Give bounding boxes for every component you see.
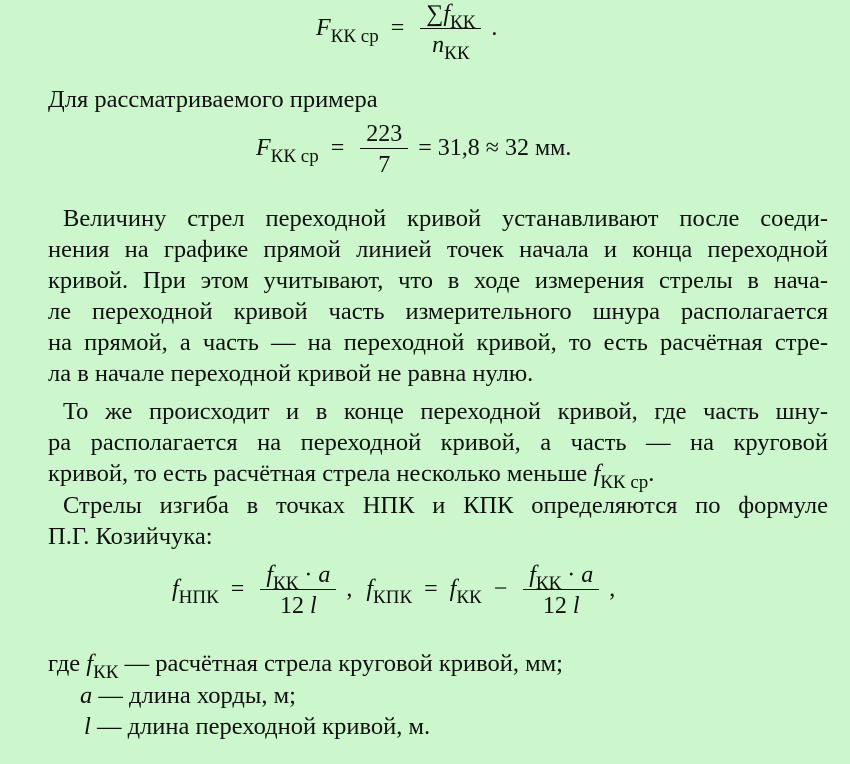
formula-symbol: a (581, 562, 594, 588)
fraction-numerator (420, 1, 481, 33)
paragraph-kozijchuk-formula (48, 490, 828, 552)
minus-sign: − (493, 576, 508, 603)
fraction (360, 122, 408, 177)
formula-period: . (491, 15, 498, 42)
line-text: кривой, то есть расчётная стрела несколько меньше (48, 460, 594, 487)
formula-symbol: f (529, 562, 536, 588)
paragraph-end-of-curve (48, 396, 828, 491)
paragraph-transition-curve (48, 203, 828, 389)
formula-symbol: f (449, 576, 457, 603)
intro-text: Для рассматриваемого примера (48, 86, 378, 113)
formula-comma: , (609, 576, 616, 603)
fraction-denominator (260, 590, 336, 618)
definition-text: — расчётная стрела круговой кривой, мм; (118, 650, 563, 677)
formula-symbol: f (443, 1, 451, 27)
paragraph-line: нения на графике прямой линией точек начала и конца переходной (48, 236, 828, 263)
formula-subscript: КК ср (330, 26, 379, 48)
fraction (260, 563, 336, 618)
paragraph-line: ра располагается на переходной кривой, а часть — на круговой (48, 429, 828, 456)
formula-symbol: a (318, 562, 331, 588)
paragraph-line: То же происходит и в конце переходной кривой, где часть шну- (63, 398, 828, 425)
fraction-numerator: 223 (360, 122, 408, 149)
equals-sign: = (230, 576, 245, 603)
equals-sign: = (390, 15, 405, 42)
paragraph-line (48, 458, 828, 491)
formula-subscript: НПК (178, 587, 219, 609)
paragraph-line: ле переходной кривой часть измерительного шнура располагается (48, 298, 828, 325)
paragraph-line: Величину стрел переходной кривой устанавливают после соеди- (63, 205, 828, 232)
formula-symbol: l (572, 593, 580, 619)
formula-subscript: КК (93, 662, 119, 683)
formula-symbol: f (86, 650, 94, 677)
paragraph-line: кривой. При этом учитывают, что в ходе измерения стрелы в нача- (48, 267, 828, 294)
formula-symbol: F (316, 15, 331, 42)
paragraph-line: на прямой, а часть — на переходной кривой, то есть расчётная стре- (48, 329, 828, 356)
definition-prefix: где (48, 650, 87, 677)
fraction (523, 563, 599, 618)
fraction-denominator (523, 590, 599, 618)
formula-subscript: КК ср (270, 146, 319, 168)
fraction-denominator: 7 (378, 152, 391, 178)
formula-result: = 31,8 ≈ 32 мм. (418, 135, 572, 162)
formula-subscript: КК ср (600, 472, 649, 493)
equals-sign: = (424, 576, 438, 603)
formula-symbol: f (172, 576, 179, 603)
fraction-denominator (420, 29, 481, 64)
formula-number: 12 (280, 593, 305, 619)
formula-separator: , (346, 576, 353, 603)
line-period: . (648, 460, 655, 487)
sum-sign: ∑ (426, 1, 444, 27)
formula-subscript: КК (456, 587, 482, 609)
multiply-dot: · (304, 562, 313, 588)
paragraph-line: П.Г. Козийчука: (48, 523, 213, 550)
definition-text: — длина хорды, м; (92, 682, 296, 709)
formula-symbol: f (366, 576, 374, 603)
fraction-numerator (260, 562, 336, 594)
formula-symbol: n (432, 32, 445, 58)
formula-subscript: КК (450, 12, 476, 33)
formula-number: 12 (542, 593, 567, 619)
definition-text: — длина переходной кривой, м. (90, 713, 431, 740)
formula-symbol: a (80, 682, 93, 709)
paragraph-line: Стрелы изгиба в точках НПК и КПК определяются по формуле (63, 492, 828, 519)
formula-subscript: КК (535, 573, 562, 594)
formula-symbol: l (310, 593, 317, 619)
formula-symbol: l (84, 713, 91, 740)
paragraph-line: ла в начале переходной кривой не равна нулю. (48, 360, 534, 387)
definition-fkk (48, 648, 563, 681)
formula-subscript: КК (444, 43, 470, 64)
fraction-numerator (523, 562, 599, 594)
formula-average-deflection (316, 1, 498, 64)
formula-symbol: F (256, 135, 271, 162)
definition-l (84, 711, 430, 742)
fraction (420, 1, 481, 64)
definition-a (80, 680, 296, 711)
equals-sign: = (330, 135, 345, 162)
formula-symbol: f (593, 460, 601, 487)
multiply-dot: · (567, 562, 576, 588)
formula-symbol: f (266, 562, 274, 588)
formula-subscript: КК (273, 573, 299, 594)
formula-example-calculation (256, 122, 571, 177)
formula-npk-kpk (172, 563, 615, 618)
formula-subscript: КПК (373, 587, 413, 609)
